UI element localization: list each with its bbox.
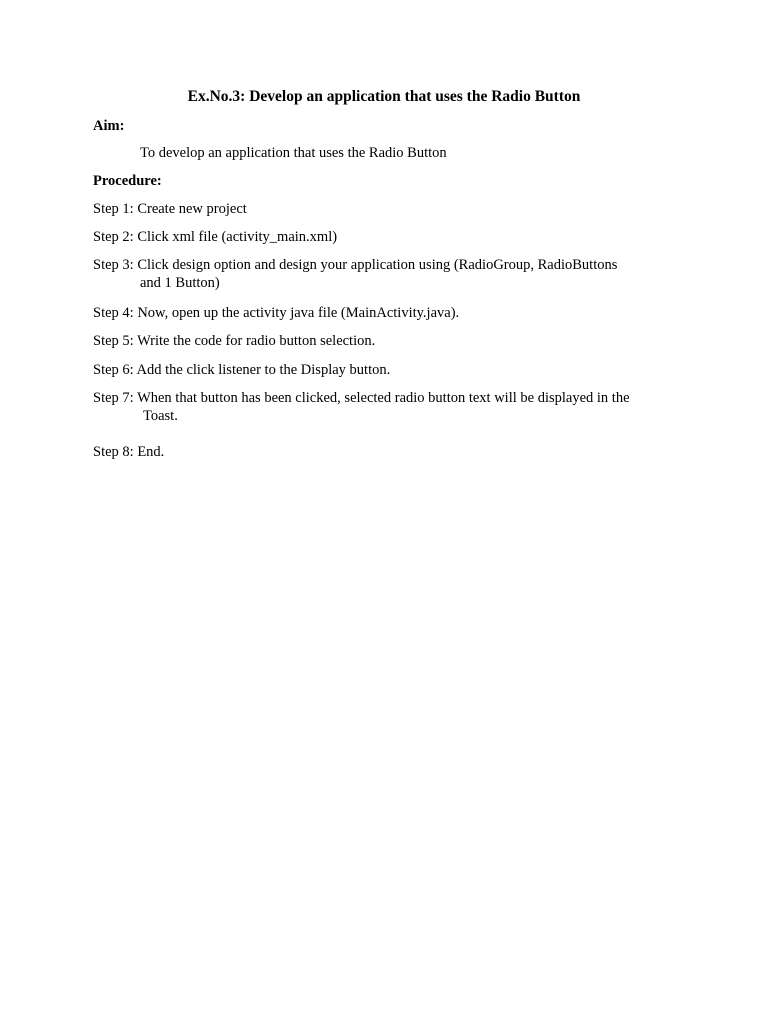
step-2: [93, 228, 683, 246]
step-text: Now, open up the activity java file (MainActivity.java).: [137, 305, 460, 321]
procedure-heading: Procedure:: [93, 173, 162, 189]
step-text: Write the code for radio button selection.: [137, 333, 376, 349]
step-5: [93, 332, 683, 350]
step-label: Step 2:: [93, 229, 134, 245]
step-label: Step 6:: [93, 362, 134, 378]
step-label: Step 1:: [93, 201, 134, 217]
step-label: Step 5:: [93, 333, 134, 349]
step-text: Add the click listener to the Display button.: [136, 362, 391, 378]
page-title: Ex.No.3: Develop an application that uses the Radio Button: [187, 88, 581, 105]
step-1: [93, 200, 683, 218]
step-7: [93, 389, 683, 425]
step-text-continued: and 1 Button): [140, 275, 220, 291]
step-label: Step 3:: [93, 257, 134, 273]
aim-text: To develop an application that uses the Radio Button: [140, 145, 447, 161]
step-text-continued: Toast.: [143, 408, 178, 424]
step-label: Step 8:: [93, 444, 134, 460]
step-text: Click design option and design your application using (RadioGroup, RadioButtons: [137, 257, 618, 273]
step-text: Create new project: [137, 201, 247, 217]
step-label: Step 4:: [93, 305, 134, 321]
step-label: Step 7:: [93, 390, 134, 406]
step-6: [93, 361, 683, 379]
step-text: End.: [137, 444, 165, 460]
step-3: [93, 256, 683, 292]
step-text: When that button has been clicked, selected radio button text will be displayed in the: [137, 390, 630, 406]
step-text: Click xml file (activity_main.xml): [137, 229, 338, 245]
step-8: [93, 443, 683, 461]
step-4: [93, 304, 683, 322]
aim-heading: Aim:: [93, 118, 125, 134]
